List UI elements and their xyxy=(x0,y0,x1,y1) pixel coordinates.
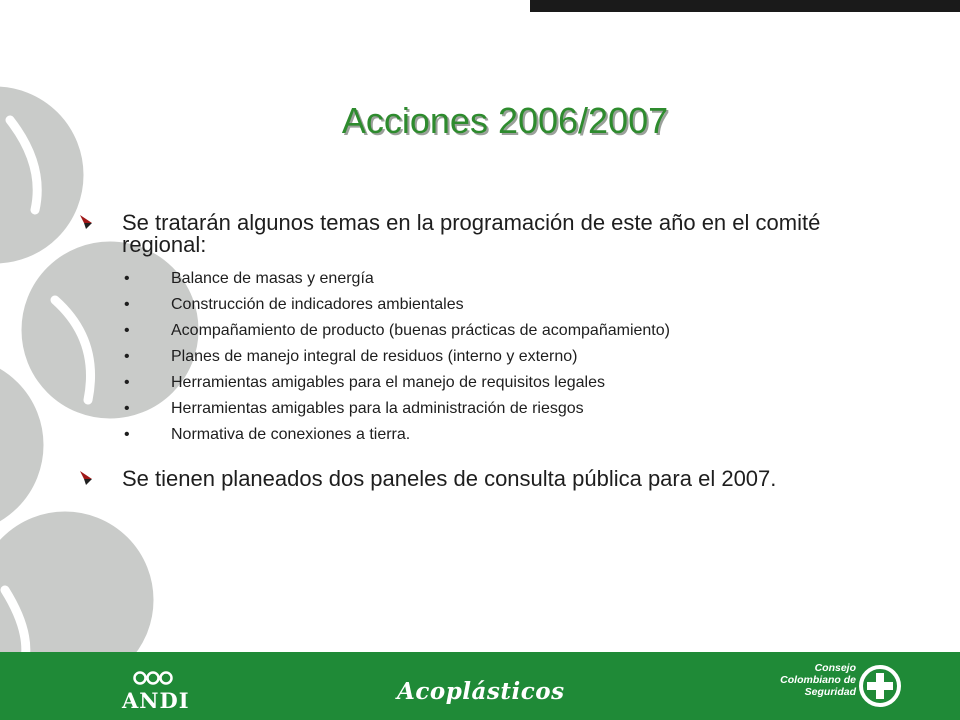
sub-bullet-item xyxy=(78,422,898,448)
sub-bullet-item xyxy=(78,396,898,422)
sub-bullet-text: Construcción de indicadores ambientales xyxy=(171,296,464,313)
sub-bullet-item xyxy=(78,266,898,292)
sub-bullet-text: Acompañamiento de producto (buenas prácticas de acompañamiento) xyxy=(171,322,670,339)
sub-bullet-dot: • xyxy=(124,400,130,417)
acoplasticos-logo: Acoplásticos xyxy=(397,678,565,705)
sub-bullet-dot: • xyxy=(124,296,130,313)
main-bullet-2 xyxy=(78,468,898,490)
andi-logo-text: ANDI xyxy=(122,688,190,713)
main-bullet-2-text: Se tienen planeados dos paneles de consulta pública para el 2007. xyxy=(122,466,777,491)
sub-bullet-text: Herramientas amigables para el manejo de requisitos legales xyxy=(171,374,606,391)
sub-bullet-item xyxy=(78,344,898,370)
slide-title: Acciones 2006/2007 xyxy=(341,100,669,141)
sub-bullet-text: Normativa de conexiones a tierra. xyxy=(171,426,411,443)
sub-bullet-item xyxy=(78,318,898,344)
sub-bullet-list xyxy=(78,266,898,448)
ccs-line: Colombiano de xyxy=(780,674,856,686)
sub-bullet-text: Herramientas amigables para la administración de riesgos xyxy=(171,400,584,417)
arrow-bullet-icon xyxy=(78,214,98,230)
andi-logo-icon xyxy=(132,670,174,686)
ccs-cross-icon xyxy=(858,664,902,708)
arrow-bullet-icon xyxy=(78,470,98,486)
sub-bullet-dot: • xyxy=(124,426,130,443)
main-bullet-1 xyxy=(78,212,898,256)
sub-bullet-dot: • xyxy=(124,322,130,339)
sub-bullet-item xyxy=(78,292,898,318)
sub-bullet-dot: • xyxy=(124,270,130,287)
main-bullet-1-text: Se tratarán algunos temas en la programación de este año en el comité regional: xyxy=(122,210,821,257)
sub-bullet-dot: • xyxy=(124,348,130,365)
content-area xyxy=(78,212,898,490)
ccs-line: Seguridad xyxy=(804,686,856,698)
ccs-logo-text xyxy=(740,662,856,698)
sub-bullet-text: Balance de masas y energía xyxy=(171,270,374,287)
sub-bullet-text: Planes de manejo integral de residuos (interno y externo) xyxy=(171,348,578,365)
sub-bullet-item xyxy=(78,370,898,396)
ccs-line: Consejo xyxy=(814,662,856,674)
sub-bullet-dot: • xyxy=(124,374,130,391)
